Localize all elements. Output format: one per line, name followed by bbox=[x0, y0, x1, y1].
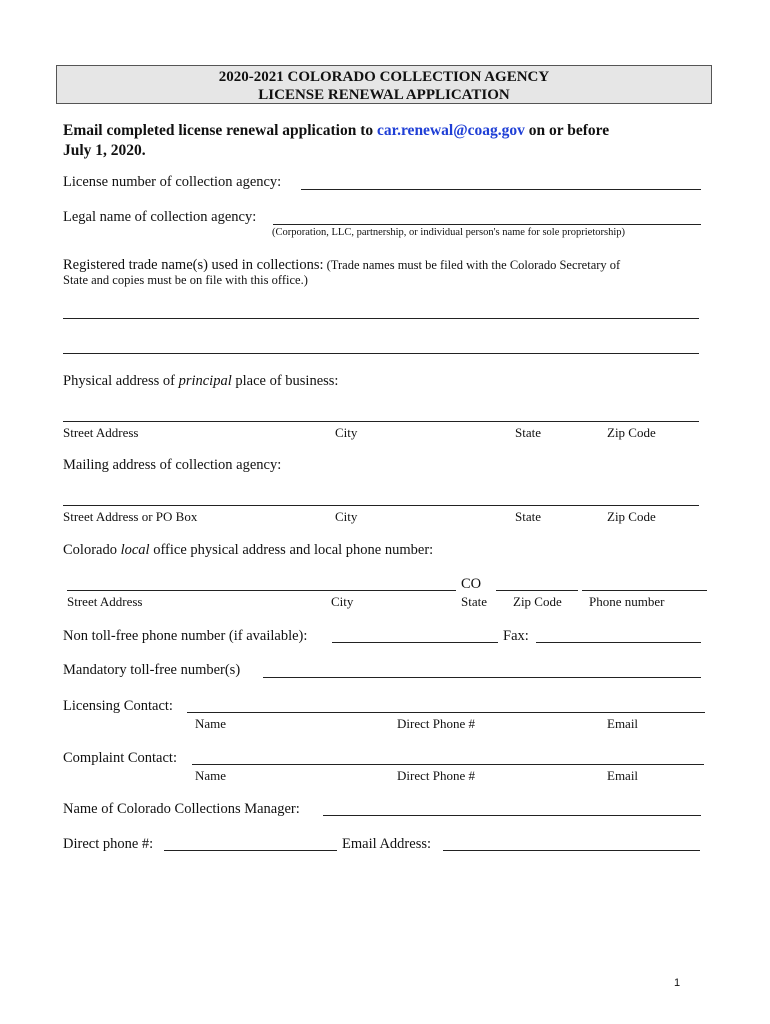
email-address-field[interactable] bbox=[443, 850, 700, 851]
fax-field[interactable] bbox=[536, 642, 701, 643]
license-number-label: License number of collection agency: bbox=[63, 174, 282, 190]
complaint-contact-label: Complaint Contact: bbox=[63, 750, 177, 766]
licensing-email-label: Email bbox=[607, 716, 639, 731]
instructions-line-2: July 1, 2020. bbox=[63, 142, 146, 159]
physical-state-label: State bbox=[515, 425, 541, 440]
license-number-field[interactable] bbox=[301, 189, 701, 190]
complaint-email-label: Email bbox=[607, 768, 639, 783]
toll-free-field[interactable] bbox=[263, 677, 701, 678]
trade-names-field-1[interactable] bbox=[63, 318, 699, 319]
toll-free-label: Mandatory toll-free number(s) bbox=[63, 662, 241, 678]
renewal-email-link[interactable]: car.renewal@coag.gov bbox=[377, 122, 525, 139]
local-emph: local bbox=[120, 542, 150, 558]
physical-emph: principal bbox=[178, 373, 232, 389]
physical-zip-label: Zip Code bbox=[607, 425, 656, 440]
physical-suffix: place of business: bbox=[231, 373, 339, 389]
legal-name-label: Legal name of collection agency: bbox=[63, 209, 257, 225]
mailing-city-label: City bbox=[335, 509, 358, 524]
physical-address-label bbox=[63, 373, 338, 390]
instructions-prefix: Email completed license renewal application to bbox=[63, 122, 377, 139]
direct-phone-field[interactable] bbox=[164, 850, 337, 851]
licensing-name-label: Name bbox=[195, 716, 227, 731]
physical-city-label: City bbox=[335, 425, 358, 440]
trade-names-label: Registered trade name(s) used in collections: bbox=[63, 257, 324, 273]
mailing-address-label: Mailing address of collection agency: bbox=[63, 457, 282, 473]
local-city-label: City bbox=[331, 594, 354, 609]
local-office-label bbox=[63, 542, 433, 559]
physical-prefix: Physical address of bbox=[63, 373, 179, 389]
local-zip-label: Zip Code bbox=[513, 594, 562, 609]
form-title-line-2: LICENSE RENEWAL APPLICATION bbox=[258, 87, 510, 103]
trade-names-line-1 bbox=[63, 256, 620, 274]
licensing-contact-field[interactable] bbox=[187, 712, 705, 713]
form-title-line-1: 2020-2021 COLORADO COLLECTION AGENCY bbox=[218, 69, 550, 85]
page-number: 1 bbox=[674, 977, 681, 989]
mailing-state-label: State bbox=[515, 509, 541, 524]
local-state-value: CO bbox=[461, 576, 482, 592]
mailing-zip-label: Zip Code bbox=[607, 509, 656, 524]
physical-street-label: Street Address bbox=[63, 425, 139, 440]
trade-names-note-1: (Trade names must be filed with the Colorado Secretary of bbox=[323, 258, 621, 272]
trade-names-note-2: State and copies must be on file with this office.) bbox=[63, 273, 308, 287]
non-toll-free-label: Non toll-free phone number (if available): bbox=[63, 628, 308, 644]
complaint-phone-label: Direct Phone # bbox=[397, 768, 475, 783]
mailing-street-label: Street Address or PO Box bbox=[63, 509, 198, 524]
email-address-label: Email Address: bbox=[342, 836, 432, 852]
complaint-name-label: Name bbox=[195, 768, 227, 783]
legal-name-field[interactable] bbox=[273, 224, 701, 225]
local-phone-field[interactable] bbox=[582, 590, 707, 591]
local-phone-label: Phone number bbox=[589, 594, 665, 609]
local-prefix: Colorado bbox=[63, 542, 121, 558]
legal-name-note: (Corporation, LLC, partnership, or individual person's name for sole proprietorship) bbox=[272, 227, 625, 238]
mailing-address-field[interactable] bbox=[63, 505, 699, 506]
local-street-label: Street Address bbox=[67, 594, 143, 609]
instructions-line-1 bbox=[63, 122, 609, 140]
complaint-contact-field[interactable] bbox=[192, 764, 704, 765]
instructions-suffix: on or before bbox=[524, 122, 610, 139]
manager-field[interactable] bbox=[323, 815, 701, 816]
local-state-label: State bbox=[461, 594, 487, 609]
non-toll-free-field[interactable] bbox=[332, 642, 498, 643]
local-street-city-field[interactable] bbox=[67, 590, 456, 591]
fax-label: Fax: bbox=[503, 628, 529, 644]
licensing-phone-label: Direct Phone # bbox=[397, 716, 475, 731]
manager-label: Name of Colorado Collections Manager: bbox=[63, 801, 300, 817]
physical-address-field[interactable] bbox=[63, 421, 699, 422]
local-zip-field[interactable] bbox=[496, 590, 578, 591]
trade-names-field-2[interactable] bbox=[63, 353, 699, 354]
licensing-contact-label: Licensing Contact: bbox=[63, 698, 173, 714]
local-suffix: office physical address and local phone number: bbox=[149, 542, 434, 558]
direct-phone-label: Direct phone #: bbox=[63, 836, 154, 852]
form-title-box bbox=[56, 65, 712, 104]
